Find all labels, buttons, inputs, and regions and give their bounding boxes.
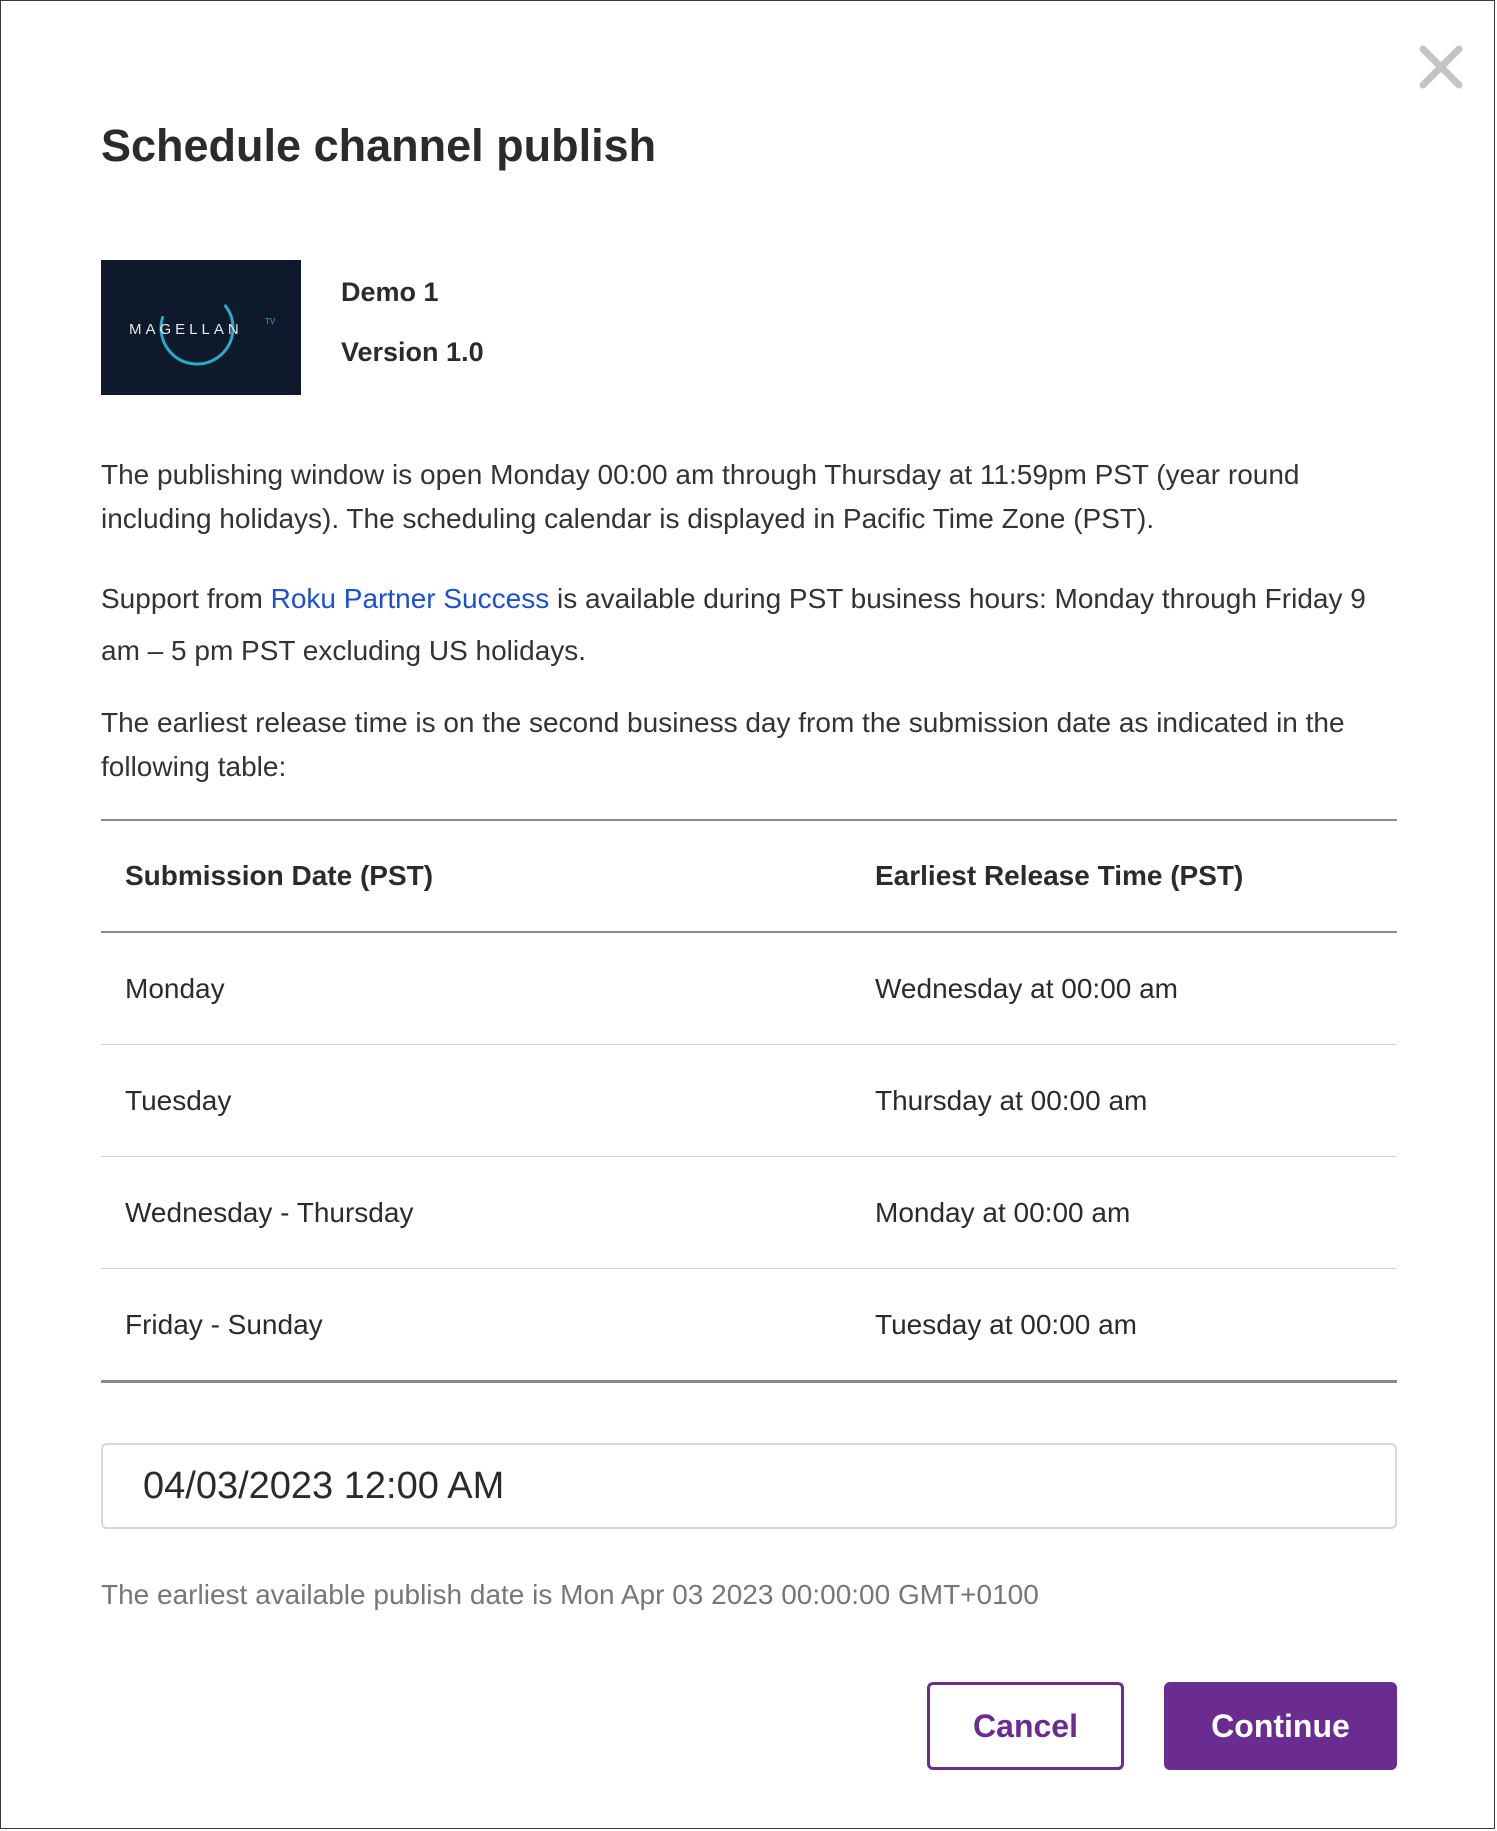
table-row xyxy=(101,1045,1397,1157)
logo-super: TV xyxy=(265,317,276,326)
partner-success-link[interactable]: Roku Partner Success xyxy=(270,583,550,614)
table-row xyxy=(101,932,1397,1045)
dialog-title: Schedule channel publish xyxy=(101,120,657,171)
column-header-submission: Submission Date (PST) xyxy=(125,860,434,891)
release-table xyxy=(101,819,1397,1383)
release-rule-text: The earliest release time is on the second business day from the submission date as indicated in the following table: xyxy=(101,707,1345,782)
channel-logo xyxy=(101,260,301,395)
logo-text: MAGELLAN xyxy=(129,321,243,338)
publish-date-input[interactable] xyxy=(101,1443,1397,1529)
channel-name: Demo 1 xyxy=(341,277,439,307)
support-prefix: Support from xyxy=(101,583,271,614)
table-row xyxy=(101,1157,1397,1269)
cell-submission: Wednesday - Thursday xyxy=(101,1157,851,1269)
support-text xyxy=(101,573,1401,677)
publishing-window-text: The publishing window is open Monday 00:00 am through Thursday at 11:59pm PST (year round including holidays). The scheduling calendar is displayed in Pacific Time Zone (PST). xyxy=(101,459,1300,534)
cell-submission: Monday xyxy=(101,932,851,1045)
column-header-release: Earliest Release Time (PST) xyxy=(875,860,1244,891)
table-header-row xyxy=(101,820,1397,932)
table-row xyxy=(101,1269,1397,1382)
cell-release: Tuesday at 00:00 am xyxy=(851,1269,1397,1382)
cell-submission: Friday - Sunday xyxy=(101,1269,851,1382)
cancel-button[interactable]: Cancel xyxy=(927,1682,1124,1770)
cell-release: Monday at 00:00 am xyxy=(851,1157,1397,1269)
continue-button[interactable]: Continue xyxy=(1164,1682,1397,1770)
cell-release: Thursday at 00:00 am xyxy=(851,1045,1397,1157)
close-icon[interactable] xyxy=(1419,45,1463,89)
earliest-date-hint: The earliest available publish date is Mon Apr 03 2023 00:00:00 GMT+0100 xyxy=(101,1579,1039,1610)
cell-submission: Tuesday xyxy=(101,1045,851,1157)
cell-release: Wednesday at 00:00 am xyxy=(851,932,1397,1045)
support-suffix: is available during PST business hours: Monday through Friday 9 am – 5 pm PST excluding US holidays. xyxy=(101,583,1366,666)
channel-version: Version 1.0 xyxy=(341,337,484,367)
